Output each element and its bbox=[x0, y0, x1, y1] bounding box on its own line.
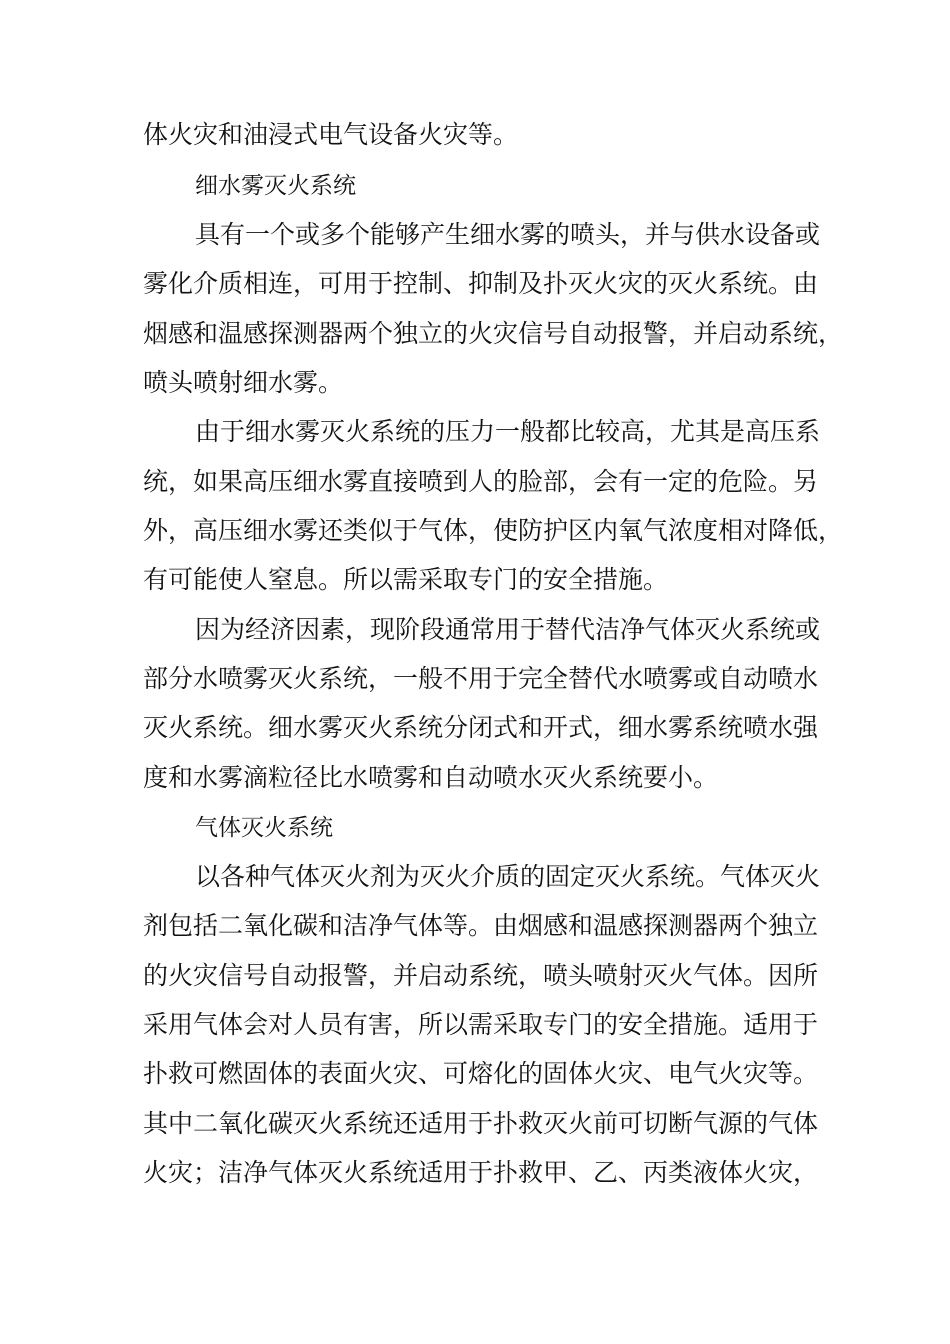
text-line: 体火灾和油浸式电气设备火灾等。 bbox=[143, 120, 519, 149]
text-line: 烟感和温感探测器两个独立的火灾信号自动报警，并启动系统， bbox=[143, 319, 844, 348]
text-line: 其中二氧化碳灭火系统还适用于扑救灭火前可切断气源的气体 bbox=[143, 1109, 819, 1138]
text-line: 扑救可燃固体的表面火灾、可熔化的固体火灾、电气火灾等。 bbox=[143, 1059, 819, 1088]
text-line: 喷头喷射细水雾。 bbox=[143, 368, 344, 397]
text-line: 有可能使人窒息。所以需采取专门的安全措施。 bbox=[143, 565, 669, 594]
text-line: 部分水喷雾灭火系统，一般不用于完全替代水喷雾或自动喷水 bbox=[143, 664, 819, 693]
text-line: 采用气体会对人员有害，所以需采取专门的安全措施。适用于 bbox=[143, 1010, 819, 1039]
text-line: 统，如果高压细水雾直接喷到人的脸部，会有一定的危险。另 bbox=[143, 467, 819, 496]
text-line: 的火灾信号自动报警，并启动系统，喷头喷射灭火气体。因所 bbox=[143, 961, 819, 990]
text-line: 由于细水雾灭火系统的压力一般都比较高，尤其是高压系 bbox=[195, 417, 821, 446]
text-line: 外，高压细水雾还类似于气体，使防护区内氧气浓度相对降低， bbox=[143, 516, 844, 545]
text-line: 度和水雾滴粒径比水喷雾和自动喷水灭火系统要小。 bbox=[143, 763, 719, 792]
text-line: 具有一个或多个能够产生细水雾的喷头，并与供水设备或 bbox=[195, 220, 821, 249]
text-line: 以各种气体灭火剂为灭火介质的固定灭火系统。气体灭火 bbox=[195, 862, 821, 891]
text-line: 剂包括二氧化碳和洁净气体等。由烟感和温感探测器两个独立 bbox=[143, 911, 819, 940]
text-line: 灭火系统。细水雾灭火系统分闭式和开式，细水雾系统喷水强 bbox=[143, 713, 819, 742]
text-line: 火灾；洁净气体灭火系统适用于扑救甲、乙、丙类液体火灾， bbox=[143, 1158, 819, 1187]
section-heading: 气体灭火系统 bbox=[195, 815, 333, 841]
text-line: 因为经济因素，现阶段通常用于替代洁净气体灭火系统或 bbox=[195, 615, 821, 644]
section-heading: 细水雾灭火系统 bbox=[195, 173, 356, 199]
text-line: 雾化介质相连，可用于控制、抑制及扑灭火灾的灭火系统。由 bbox=[143, 269, 819, 298]
